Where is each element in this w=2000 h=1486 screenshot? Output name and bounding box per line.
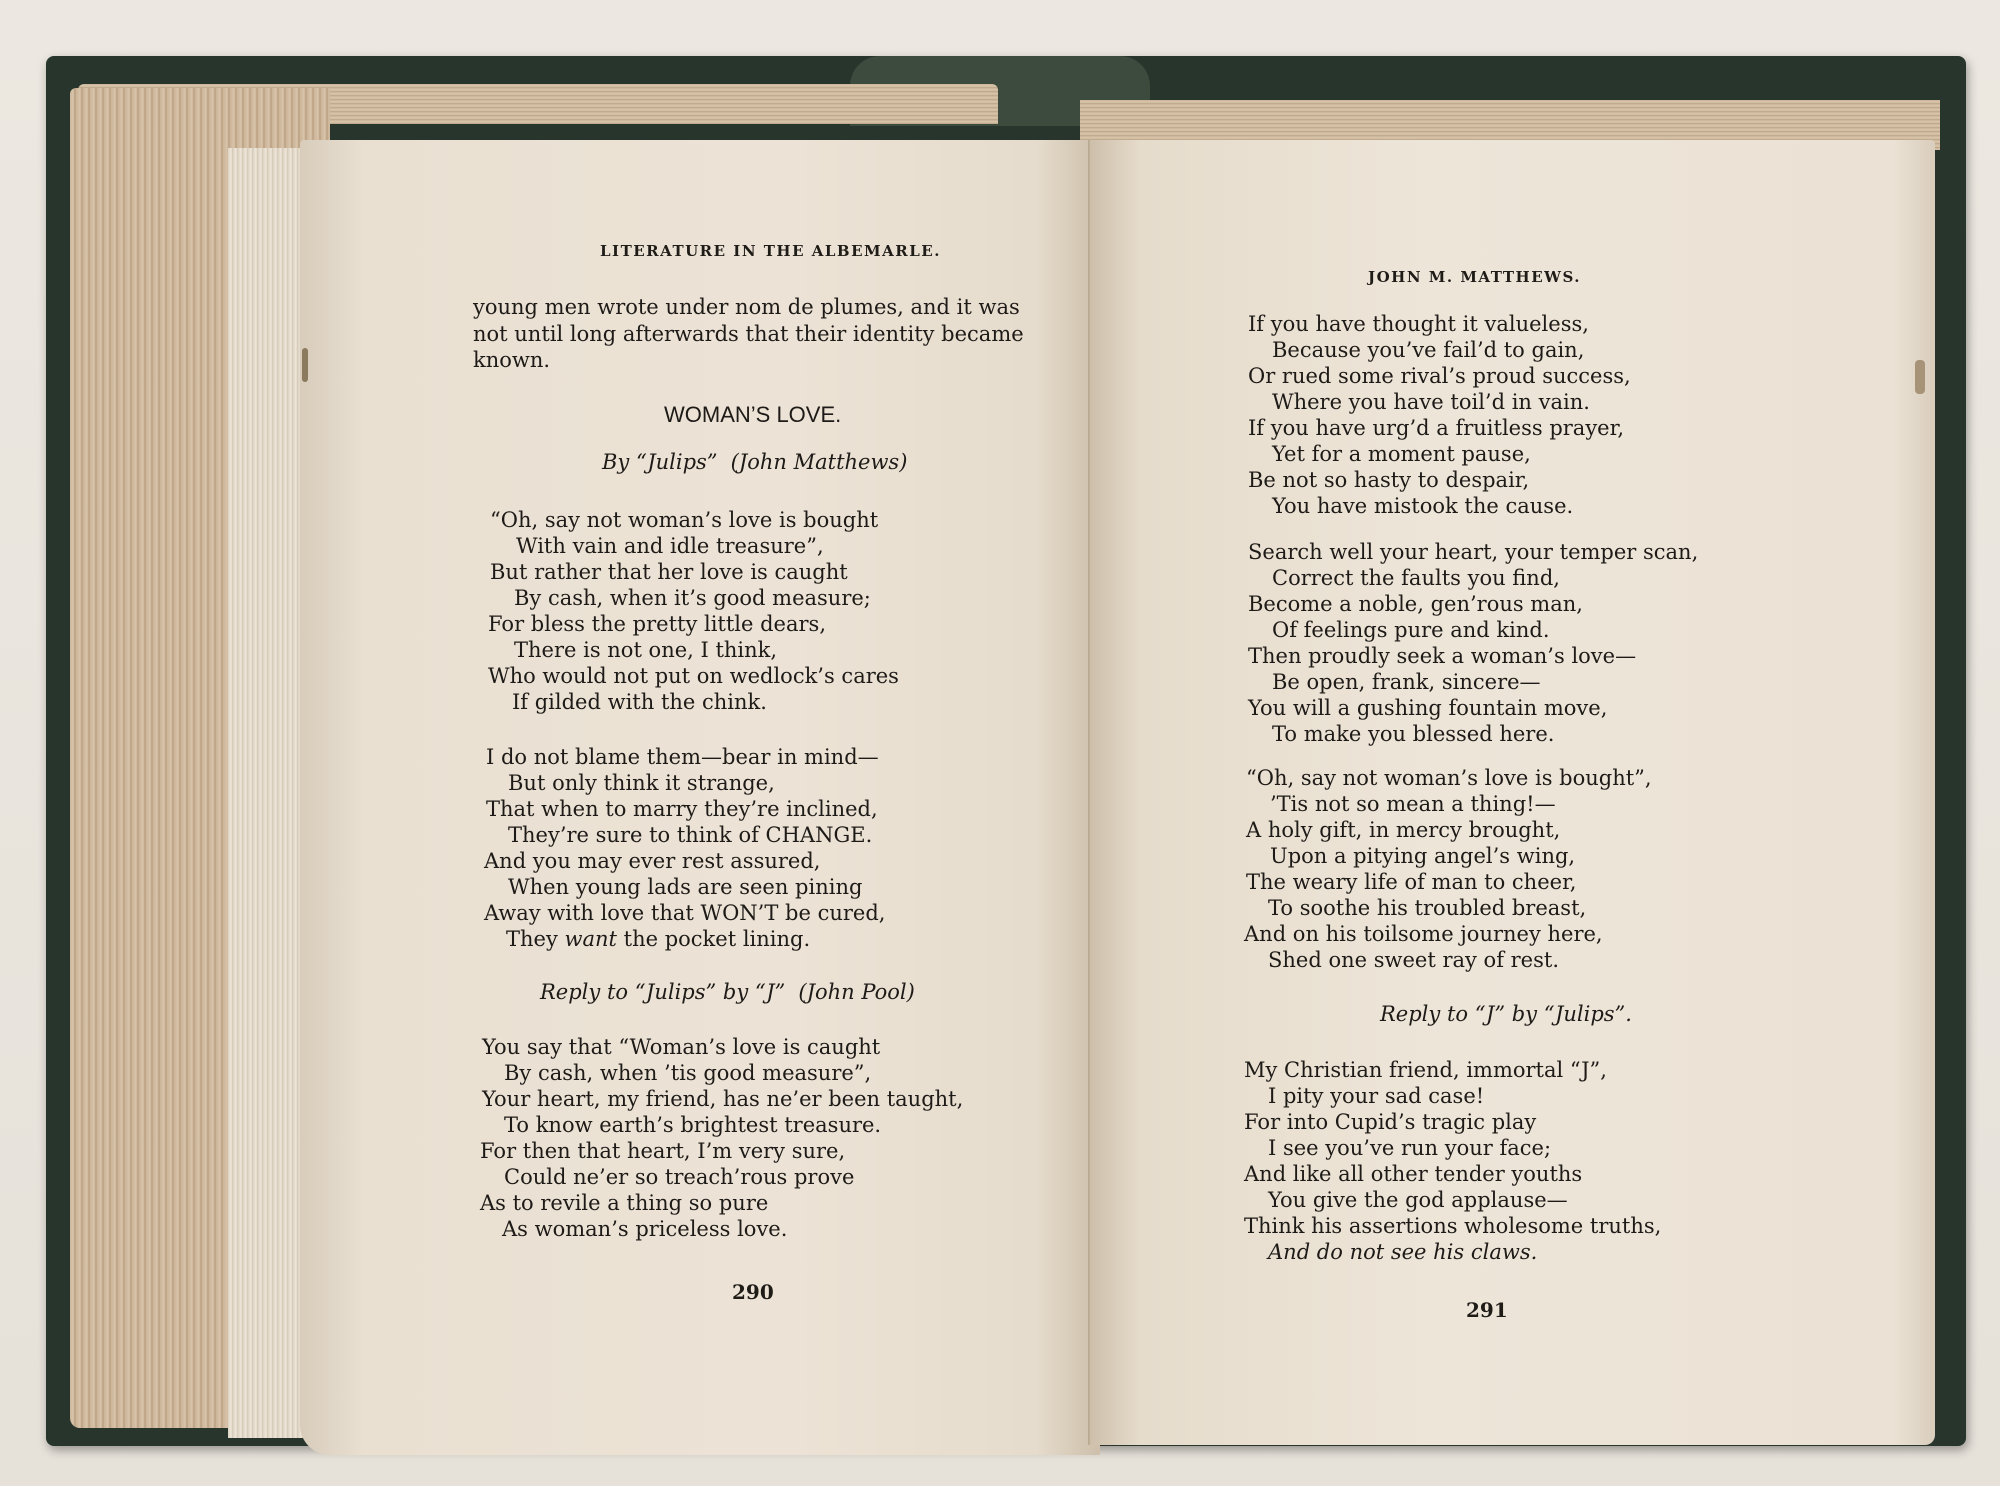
verse-line: I see you’ve run your face; xyxy=(1268,1136,1552,1160)
poem-byline xyxy=(602,450,907,474)
intro-line: young men wrote under nom de plumes, and it was xyxy=(473,295,1020,319)
intro-line: known. xyxy=(473,348,551,372)
verse-line: You say that “Woman’s love is caught xyxy=(482,1035,881,1059)
left-page xyxy=(300,140,1100,1455)
verse-line: For into Cupid’s tragic play xyxy=(1244,1110,1537,1134)
running-head: JOHN M. MATTHEWS. xyxy=(1368,268,1581,286)
verse-line: You have mistook the cause. xyxy=(1272,494,1574,518)
verse-line: To make you blessed here. xyxy=(1272,722,1555,746)
verse-line: Yet for a moment pause, xyxy=(1272,442,1531,466)
verse-line: Be open, frank, sincere— xyxy=(1272,670,1541,694)
verse-line: By cash, when it’s good measure; xyxy=(514,586,871,610)
verse-line: ’Tis not so mean a thing!— xyxy=(1270,792,1556,816)
verse-line: Your heart, my friend, has ne’er been taught, xyxy=(482,1087,964,1111)
verse-line xyxy=(506,927,810,951)
verse-line: You will a gushing fountain move, xyxy=(1248,696,1608,720)
verse-fragment: the pocket lining. xyxy=(616,927,811,951)
verse-line: If gilded with the chink. xyxy=(512,690,767,714)
verse-line: Be not so hasty to despair, xyxy=(1248,468,1530,492)
verse-line: Away with love that WON’T be cured, xyxy=(484,901,886,925)
reply-heading: Reply to “J” by “Julips”. xyxy=(1380,1002,1632,1026)
verse-line: You give the god applause— xyxy=(1268,1188,1568,1212)
verse-fragment: They xyxy=(506,927,565,951)
running-head: LITERATURE IN THE ALBEMARLE. xyxy=(600,242,941,260)
verse-line: To soothe his troubled breast, xyxy=(1268,896,1587,920)
verse-line: Correct the faults you find, xyxy=(1272,566,1560,590)
verse-line: And you may ever rest assured, xyxy=(484,849,821,873)
verse-line: Could ne’er so treach’rous prove xyxy=(504,1165,855,1189)
verse-line: There is not one, I think, xyxy=(514,638,778,662)
reply-heading-text: Reply to “Julips” by “J” xyxy=(540,980,786,1004)
leaf-tab xyxy=(302,348,308,382)
verse-line: For bless the pretty little dears, xyxy=(488,612,826,636)
page-number: 291 xyxy=(1466,1298,1508,1322)
leaf-tab xyxy=(1915,360,1925,394)
verse-line: Because you’ve fail’d to gain, xyxy=(1272,338,1585,362)
byline-author: (John Matthews) xyxy=(730,450,908,474)
verse-line: Shed one sweet ray of rest. xyxy=(1268,948,1559,972)
verse-line: Of feelings pure and kind. xyxy=(1272,618,1550,642)
intro-line: not until long afterwards that their identity became xyxy=(473,321,1024,346)
verse-line: To know earth’s brightest treasure. xyxy=(504,1113,882,1137)
verse-line: If you have thought it valueless, xyxy=(1248,312,1589,336)
verse-line: Upon a pitying angel’s wing, xyxy=(1270,844,1576,868)
verse-line: Search well your heart, your temper scan, xyxy=(1248,540,1699,564)
verse-line: By cash, when ’tis good measure”, xyxy=(504,1061,872,1085)
verse-line: Then proudly seek a woman’s love— xyxy=(1248,644,1637,668)
verse-line: But only think it strange, xyxy=(508,771,775,795)
verse-line: They’re sure to think of CHANGE. xyxy=(508,823,873,847)
verse-line: A holy gift, in mercy brought, xyxy=(1246,818,1561,842)
verse-line: “Oh, say not woman’s love is bought”, xyxy=(1246,766,1652,790)
verse-line: When young lads are seen pining xyxy=(508,875,863,899)
page-fore-edge xyxy=(228,148,308,1438)
verse-line: Where you have toil’d in vain. xyxy=(1272,390,1590,414)
verse-line: The weary life of man to cheer, xyxy=(1246,870,1577,894)
verse-line: If you have urg’d a fruitless prayer, xyxy=(1248,416,1625,440)
verse-line: My Christian friend, immortal “J”, xyxy=(1244,1058,1607,1082)
reply-heading-author: (John Pool) xyxy=(798,980,915,1004)
byline-pseudonym: By “Julips” xyxy=(602,450,718,474)
verse-line: As woman’s priceless love. xyxy=(502,1217,788,1241)
reply-heading xyxy=(540,980,915,1004)
verse-emphasis: want xyxy=(564,927,617,951)
verse-line: That when to marry they’re inclined, xyxy=(486,797,878,821)
verse-line: And on his toilsome journey here, xyxy=(1244,922,1603,946)
intro-paragraph xyxy=(473,294,1024,374)
verse-line: Become a noble, gen’rous man, xyxy=(1248,592,1583,616)
verse-line: But rather that her love is caught xyxy=(490,560,848,584)
verse-line: Who would not put on wedlock’s cares xyxy=(488,664,899,688)
verse-line: And like all other tender youths xyxy=(1244,1162,1583,1186)
poem-title: WOMAN’S LOVE. xyxy=(664,402,842,427)
verse-line: As to revile a thing so pure xyxy=(480,1191,769,1215)
verse-line: “Oh, say not woman’s love is bought xyxy=(490,508,879,532)
verse-line: Think his assertions wholesome truths, xyxy=(1244,1214,1662,1238)
verse-line: I pity your sad case! xyxy=(1268,1084,1485,1108)
verse-line: Or rued some rival’s proud success, xyxy=(1248,364,1631,388)
page-number: 290 xyxy=(732,1280,774,1304)
verse-line: For then that heart, I’m very sure, xyxy=(480,1139,846,1163)
verse-line: I do not blame them—bear in mind— xyxy=(486,745,879,769)
right-page xyxy=(1090,140,1935,1445)
verse-line: With vain and idle treasure”, xyxy=(516,534,824,558)
verse-line: And do not see his claws. xyxy=(1268,1240,1538,1264)
